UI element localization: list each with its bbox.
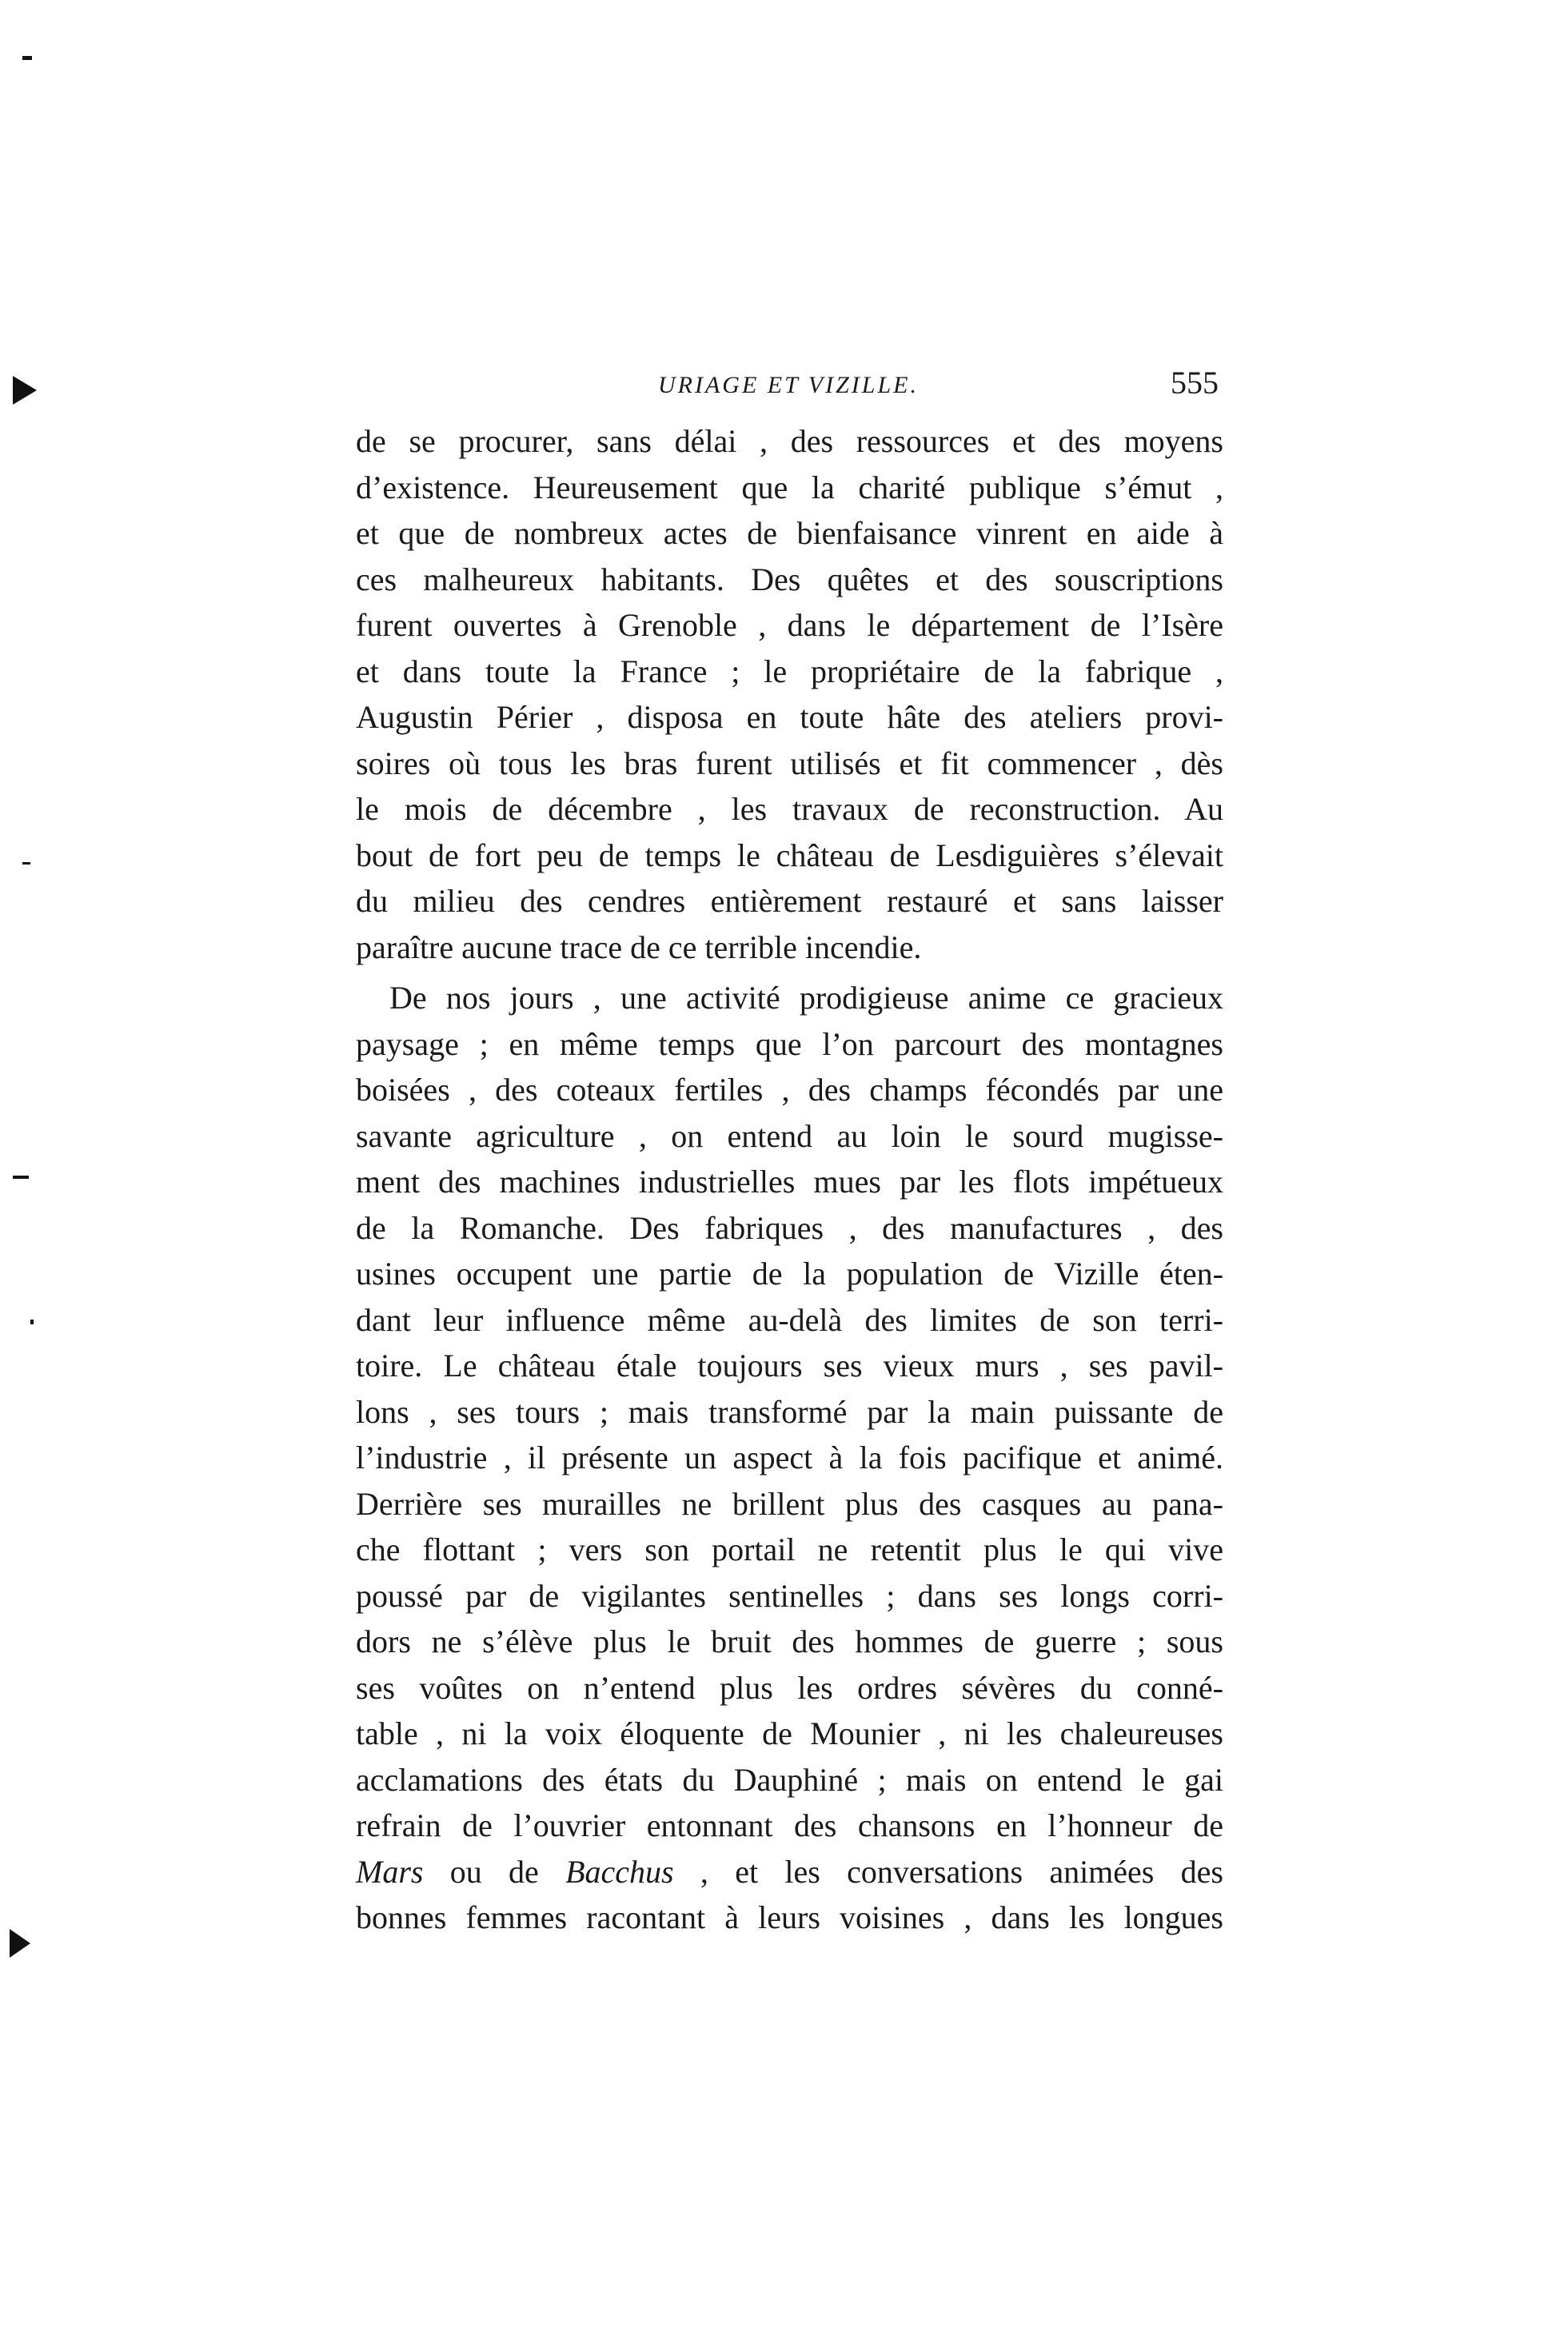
body-text bbox=[356, 418, 1223, 1941]
text-line: et que de nombreux actes de bienfaisance vinrent en aide à bbox=[356, 515, 1223, 551]
text-line: Derrière ses murailles ne brillent plus des casques au pana- bbox=[356, 1485, 1223, 1522]
text-fragment: , et les conversations animées des bbox=[673, 1853, 1223, 1890]
text-line: boisées , des coteaux fertiles , des champs fécondés par une bbox=[356, 1072, 1223, 1108]
text-line: lons , ses tours ; mais transformé par la main puissante de bbox=[356, 1393, 1223, 1430]
text-line: paysage ; en même temps que l’on parcourt des montagnes bbox=[356, 1025, 1223, 1062]
text-line: bonnes femmes racontant à leurs voisines , dans les longues bbox=[356, 1899, 1223, 1935]
text-line: usines occupent une partie de la population de Vizille éten- bbox=[356, 1256, 1223, 1292]
margin-dash-mark bbox=[22, 56, 32, 60]
margin-tick-mark bbox=[22, 862, 30, 865]
text-line: paraître aucune trace de ce terrible incendie. bbox=[356, 928, 922, 965]
text-line: de la Romanche. Des fabriques , des manufactures , des bbox=[356, 1209, 1223, 1246]
text-line: che flottant ; vers son portail ne retentit plus le qui vive bbox=[356, 1531, 1223, 1567]
text-line: dors ne s’élève plus le bruit des hommes de guerre ; sous bbox=[356, 1623, 1223, 1659]
text-line-with-italics bbox=[356, 1849, 1223, 1895]
text-line: ces malheureux habitants. Des quêtes et des souscriptions bbox=[356, 561, 1223, 597]
text-line: dant leur influence même au-delà des limites de son terri- bbox=[356, 1301, 1223, 1338]
text-fragment: ou de bbox=[423, 1853, 566, 1890]
text-line: d’existence. Heureusement que la charité publique s’émut , bbox=[356, 469, 1223, 505]
margin-arrow-mark bbox=[13, 376, 37, 405]
text-line: poussé par de vigilantes sentinelles ; dans ses longs corri- bbox=[356, 1577, 1223, 1614]
text-line: bout de fort peu de temps le château de Lesdiguières s’élevait bbox=[356, 837, 1223, 873]
text-line: furent ouvertes à Grenoble , dans le département de l’Isère bbox=[356, 607, 1223, 643]
text-line: ses voûtes on n’entend plus les ordres sévères du conné- bbox=[356, 1669, 1223, 1706]
italic-word-mars: Mars bbox=[356, 1853, 424, 1890]
margin-arrow-mark bbox=[10, 1929, 30, 1958]
text-line: soires où tous les bras furent utilisés et fit commencer , dès bbox=[356, 745, 1223, 781]
text-line: toire. Le château étale toujours ses vieux murs , ses pavil- bbox=[356, 1348, 1223, 1384]
text-line: savante agriculture , on entend au loin le sourd mugisse- bbox=[356, 1117, 1223, 1154]
text-line: De nos jours , une activité prodigieuse anime ce gracieux bbox=[389, 980, 1223, 1016]
text-line: le mois de décembre , les travaux de reconstruction. Au bbox=[356, 791, 1223, 827]
margin-dash-mark bbox=[13, 1176, 29, 1179]
text-line: du milieu des cendres entièrement restauré et sans laisser bbox=[356, 883, 1223, 919]
text-line: l’industrie , il présente un aspect à la fois pacifique et animé. bbox=[356, 1440, 1223, 1475]
running-title: URIAGE ET VIZILLE. bbox=[658, 372, 919, 398]
italic-word-bacchus: Bacchus bbox=[565, 1853, 674, 1890]
text-line: et dans toute la France ; le propriétaire de la fabrique , bbox=[356, 653, 1223, 689]
text-line: table , ni la voix éloquente de Mounier , ni les chaleureuses bbox=[356, 1715, 1223, 1751]
text-line: de se procurer, sans délai , des ressources et des moyens bbox=[356, 423, 1223, 459]
text-line: acclamations des états du Dauphiné ; mais on entend le gai bbox=[356, 1761, 1223, 1798]
page-header bbox=[356, 364, 1223, 412]
text-line: ment des machines industrielles mues par les flots impétueux bbox=[356, 1164, 1223, 1200]
margin-dot-mark bbox=[30, 1320, 34, 1324]
text-line: Augustin Périer , disposa en toute hâte des ateliers provi- bbox=[356, 699, 1223, 735]
page-number: 555 bbox=[1171, 365, 1219, 401]
text-line: refrain de l’ouvrier entonnant des chansons en l’honneur de bbox=[356, 1807, 1223, 1843]
